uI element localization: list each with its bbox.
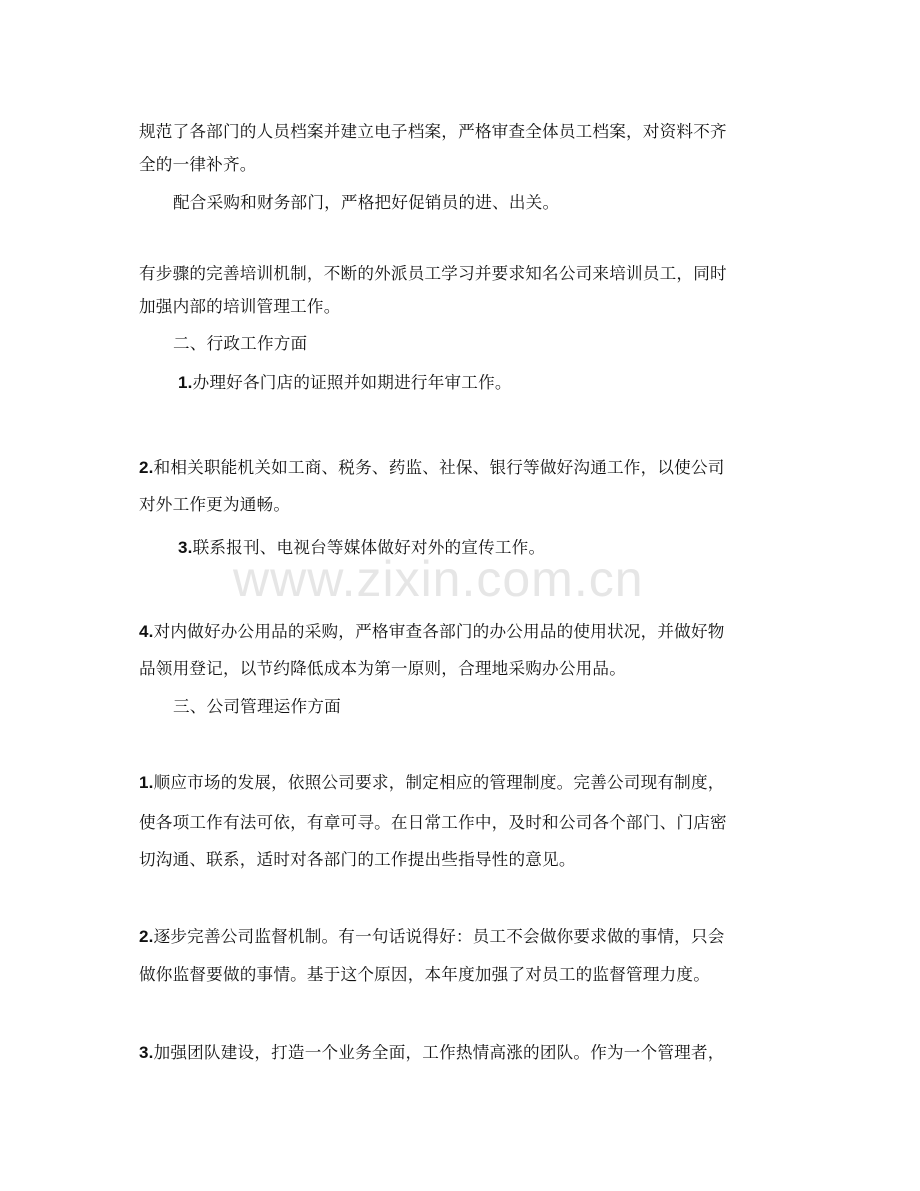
list-item bbox=[139, 773, 725, 793]
list-item bbox=[139, 927, 725, 947]
list-text: 办理好各门店的证照并如期进行年审工作。 bbox=[192, 373, 512, 392]
list-number: 3. bbox=[178, 538, 193, 557]
section-heading: 二、行政工作方面 bbox=[173, 334, 308, 353]
text-line: 对外工作更为通畅。 bbox=[139, 495, 291, 514]
text-line: 使各项工作有法可依，有章可寻。在日常工作中，及时和公司各个部门、门店密 bbox=[139, 813, 727, 832]
list-number: 3. bbox=[139, 1043, 154, 1062]
text-line: 做你监督要做的事情。基于这个原因，本年度加强了对员工的监督管理力度。 bbox=[139, 965, 710, 984]
list-item bbox=[139, 1043, 725, 1063]
list-text: 联系报刊、电视台等媒体做好对外的宣传工作。 bbox=[192, 538, 546, 557]
list-item bbox=[139, 458, 725, 478]
list-number: 2. bbox=[139, 458, 154, 477]
text-line: 规范了各部门的人员档案并建立电子档案，严格审查全体员工档案，对资料不齐 bbox=[139, 122, 727, 141]
list-text: 和相关职能机关如工商、税务、药监、社保、银行等做好沟通工作，以使公司 bbox=[153, 458, 725, 477]
section-heading: 三、公司管理运作方面 bbox=[173, 697, 341, 716]
list-number: 1. bbox=[178, 373, 193, 392]
list-number: 1. bbox=[139, 773, 154, 792]
text-line: 配合采购和财务部门，严格把好促销员的进、出关。 bbox=[173, 193, 560, 212]
list-text: 加强团队建设，打造一个业务全面，工作热情高涨的团队。作为一个管理者， bbox=[153, 1043, 725, 1062]
list-text: 顺应市场的发展，依照公司要求，制定相应的管理制度。完善公司现有制度， bbox=[153, 773, 725, 792]
list-text: 对内做好办公用品的采购，严格审查各部门的办公用品的使用状况，并做好物 bbox=[153, 622, 725, 641]
text-line: 品领用登记，以节约降低成本为第一原则，合理地采购办公用品。 bbox=[139, 659, 627, 678]
text-line: 有步骤的完善培训机制，不断的外派员工学习并要求知名公司来培训员工，同时 bbox=[139, 264, 727, 283]
list-item bbox=[139, 622, 725, 642]
text-line: 全的一律补齐。 bbox=[139, 155, 257, 174]
list-text: 逐步完善公司监督机制。有一句话说得好：员工不会做你要求做的事情，只会 bbox=[153, 927, 725, 946]
watermark: www.zixin.com.cn bbox=[233, 551, 644, 607]
text-line: 加强内部的培训管理工作。 bbox=[139, 297, 341, 316]
list-item bbox=[178, 538, 545, 558]
list-item bbox=[178, 373, 512, 393]
list-number: 2. bbox=[139, 927, 154, 946]
text-line: 切沟通、联系，适时对各部门的工作提出些指导性的意见。 bbox=[139, 850, 576, 869]
list-number: 4. bbox=[139, 622, 154, 641]
